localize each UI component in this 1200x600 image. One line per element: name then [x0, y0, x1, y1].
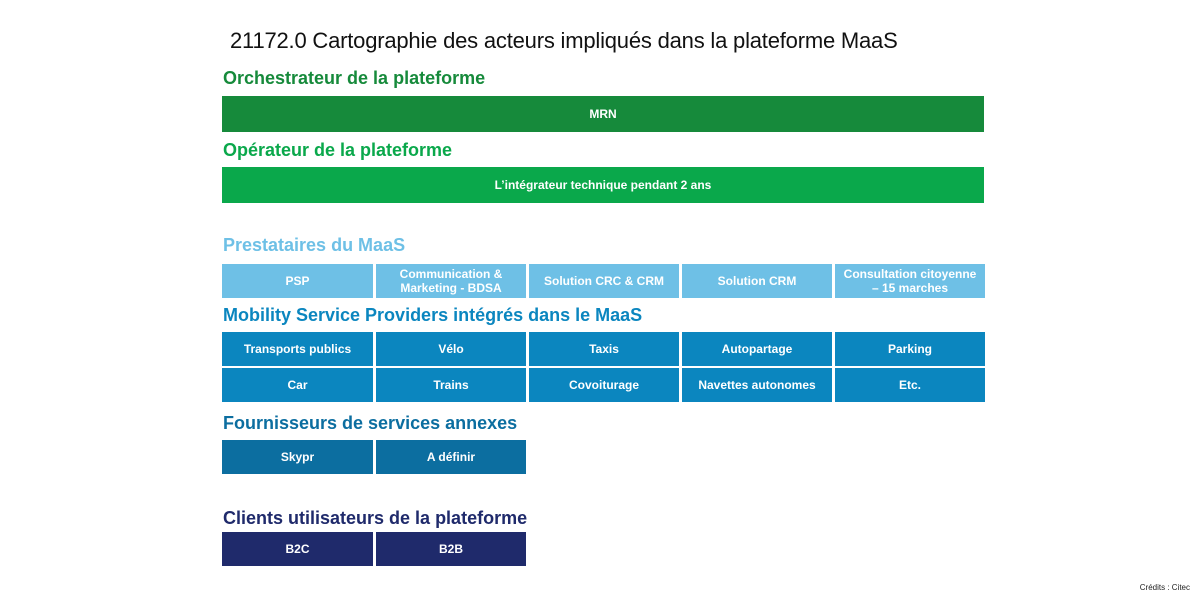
heading-prestataires: Prestataires du MaaS [223, 235, 406, 255]
box-msp-covoiturage: Covoiturage [529, 368, 679, 402]
box-prestataire-crc-crm: Solution CRC & CRM [529, 264, 679, 298]
heading-orchestrateur: Orchestrateur de la plateforme [223, 68, 486, 88]
heading-fournisseurs: Fournisseurs de services annexes [223, 413, 518, 433]
heading-operateur: Opérateur de la plateforme [223, 140, 453, 160]
box-msp-taxis: Taxis [529, 332, 679, 366]
heading-msp: Mobility Service Providers intégrés dans le MaaS [223, 305, 643, 325]
box-prestataire-psp: PSP [222, 264, 373, 298]
box-msp-navettes: Navettes autonomes [682, 368, 832, 402]
page-title: 21172.0 Cartographie des acteurs impliqués dans la plateforme MaaS [230, 28, 898, 53]
box-msp-trains: Trains [376, 368, 526, 402]
box-msp-car: Car [222, 368, 373, 402]
box-prestataire-consultation: Consultation citoyenne – 15 marches [835, 264, 985, 298]
heading-clients: Clients utilisateurs de la plateforme [223, 508, 528, 528]
box-prestataire-crm: Solution CRM [682, 264, 832, 298]
box-client-b2b: B2B [376, 532, 526, 566]
box-client-b2c: B2C [222, 532, 373, 566]
box-msp-parking: Parking [835, 332, 985, 366]
box-orchestrateur-mrn: MRN [222, 96, 984, 132]
box-msp-velo: Vélo [376, 332, 526, 366]
credits: Crédits : Citec [1139, 583, 1190, 592]
box-operateur-integrateur: L’intégrateur technique pendant 2 ans [222, 167, 984, 203]
box-msp-transports-publics: Transports publics [222, 332, 373, 366]
box-msp-autopartage: Autopartage [682, 332, 832, 366]
box-fournisseur-a-definir: A définir [376, 440, 526, 474]
box-prestataire-communication: Communication & Marketing - BDSA [376, 264, 526, 298]
box-fournisseur-skypr: Skypr [222, 440, 373, 474]
box-msp-etc: Etc. [835, 368, 985, 402]
